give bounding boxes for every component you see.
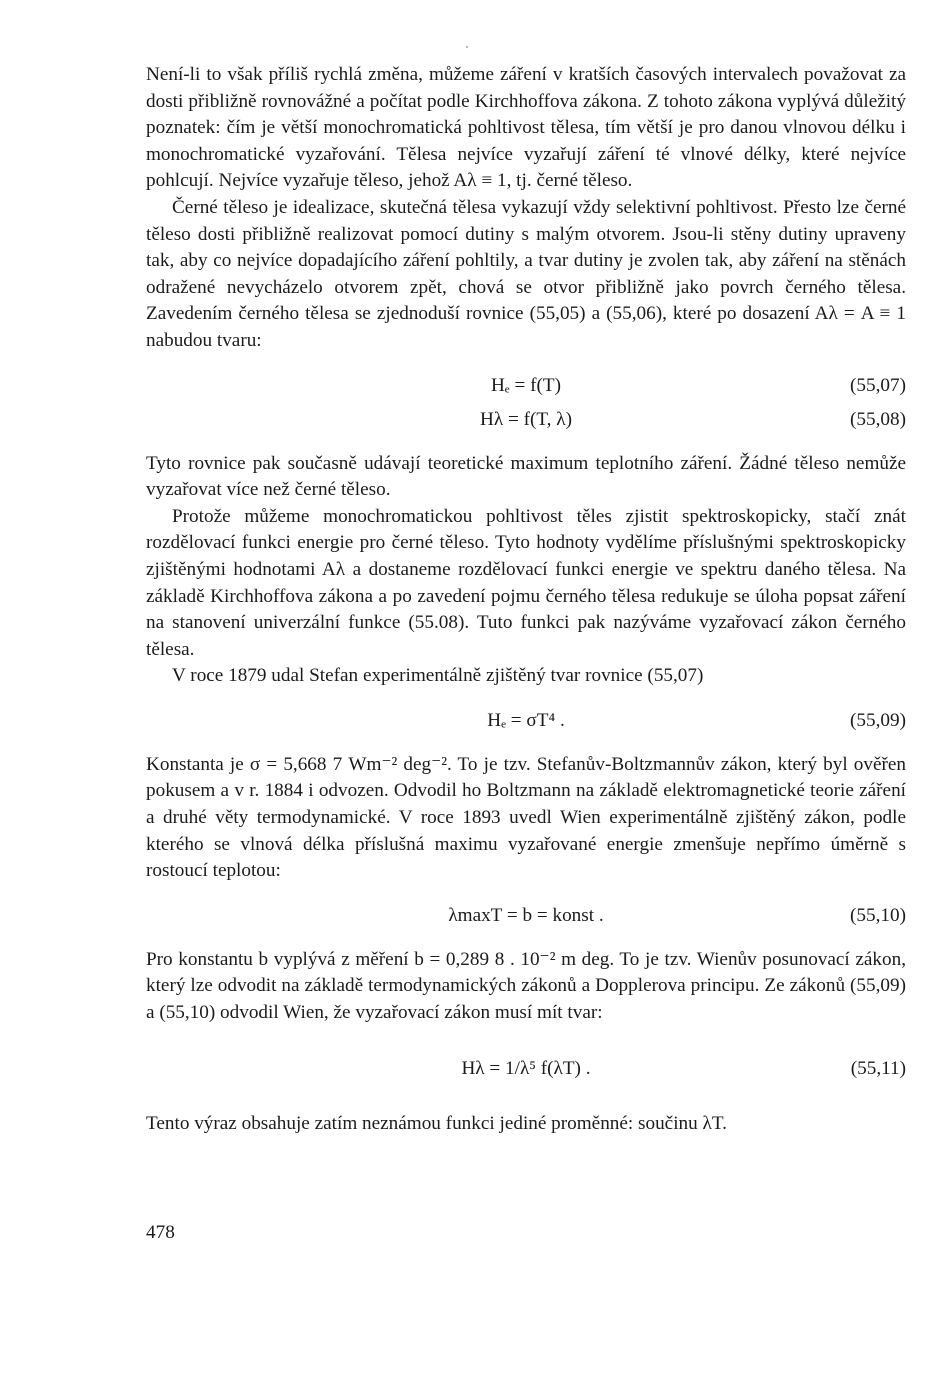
equation-number: (55,07) bbox=[850, 374, 906, 396]
equation-expr: λmaxT = b = konst . bbox=[448, 904, 604, 926]
paragraph-1: Není-li to však příliš rychlá změna, můžeme záření v kratších časových intervalech považovat za dosti přibližně rovnovážné a počítat podle Kirchhoffova zákona. Z tohoto zákona vyplývá důležitý poznatek: čím je větší monochromatická pohltivost tělesa, tím větší je pro danou vlnovou délku i monochromatické vyzařování. Tělesa nejvíce vyzařují záření té vlnové délky, které nejvíce pohlcují. Nejvíce vyzařuje těleso, jehož Aλ ≡ 1, tj. černé těleso. bbox=[146, 64, 906, 192]
text-block-top bbox=[146, 62, 906, 1137]
equation-number: (55,09) bbox=[850, 709, 906, 731]
scan-speck bbox=[466, 46, 468, 48]
equation-55-09 bbox=[146, 704, 906, 738]
equation-55-11 bbox=[146, 1041, 906, 1097]
equation-55-08 bbox=[146, 403, 906, 437]
equation-expr: Hλ = f(T, λ) bbox=[480, 408, 572, 430]
equation-number: (55,08) bbox=[850, 408, 906, 430]
paragraph-4: Protože můžeme monochromatickou pohltivost těles zjistit spektroskopicky, stačí znát rozdělovací funkci energie pro černé těleso. Tyto hodnoty vydělíme příslušnými spektroskopicky zjištěnými hodnotami Aλ a dostaneme rozdělovací funkci energie ve spektru daného tělesa. Na základě Kirchhoffova zákona a po zavedení pojmu černého tělesa redukuje se úloha popsat záření na stanovení univerzální funkce (55.08). Tuto funkci pak nazýváme vyzařovací zákon černého tělesa. bbox=[146, 505, 906, 660]
equation-number: (55,10) bbox=[850, 904, 906, 926]
page-number: 478 bbox=[146, 1222, 175, 1243]
equation-number: (55,11) bbox=[850, 1057, 906, 1079]
paragraph-6: Konstanta je σ = 5,668 7 Wm⁻² deg⁻². To je tzv. Stefanův-Boltzmannův zákon, který byl ověřen pokusem a v r. 1884 i odvozen. Odvodil ho Boltzmann na základě elektromagnetické teorie záření a druhé věty termodynamické. V roce 1893 uvedl Wien experimentálně zjištěný zákon, podle kterého se vlnová délka příslušná maximu vyzařované energie zmenšuje nepřímo úměrně s rostoucí teplotou: bbox=[146, 753, 906, 882]
equation-55-10 bbox=[146, 899, 906, 933]
paragraph-8: Tento výraz obsahuje zatím neznámou funkci jediné proměnné: součinu λT. bbox=[146, 1112, 727, 1134]
paragraph-7: Pro konstantu b vyplývá z měření b = 0,289 8 . 10⁻² m deg. To je tzv. Wienův posunovací zákon, který lze odvodit na základě termodynamických zákonů a Dopplerova principu. Ze zákonů (55,09) a (55,10) odvodil Wien, že vyzařovací zákon musí mít tvar: bbox=[146, 948, 906, 1024]
equation-expr: Hₑ = σT⁴ . bbox=[487, 709, 565, 731]
equation-55-07 bbox=[146, 369, 906, 403]
paragraph-5: V roce 1879 udal Stefan experimentálně zjištěný tvar rovnice (55,07) bbox=[172, 665, 704, 687]
paragraph-2: Černé těleso je idealizace, skutečná tělesa vykazují vždy selektivní pohltivost. Přesto lze černé těleso dosti přibližně realizovat pomocí dutiny s malým otvorem. Jsou-li stěny dutiny upraveny tak, aby co nejvíce dopadajícího záření pohltily, a tvar dutiny je zvolen tak, aby záření na stěnách odražené nevycházelo otvorem zpět, chová se otvor přibližně jako povrch černého tělesa. Zavedením černého tělesa se zjednoduší rovnice (55,05) a (55,06), které po dosazení Aλ = A ≡ 1 nabudou tvaru: bbox=[146, 196, 906, 351]
paragraph-3: Tyto rovnice pak současně udávají teoretické maximum teplotního záření. Žádné těleso nemůže vyzařovat více než černé těleso. bbox=[146, 452, 906, 501]
equation-expr: Hλ = 1/λ⁵ f(λT) . bbox=[461, 1057, 591, 1079]
equation-expr: Hₑ = f(T) bbox=[490, 374, 562, 396]
